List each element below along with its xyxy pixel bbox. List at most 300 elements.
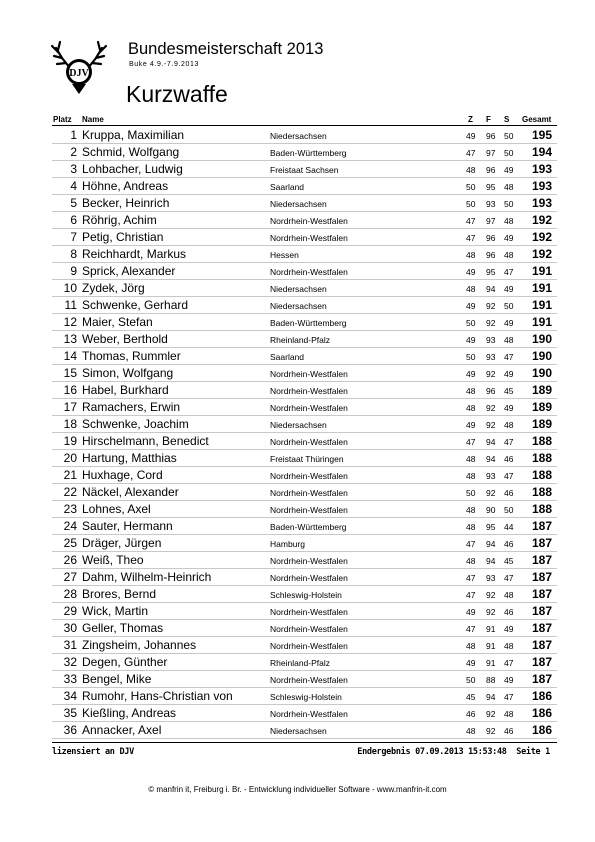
row-name: Ramachers, Erwin bbox=[82, 400, 181, 414]
row-name: Schmid, Wolfgang bbox=[82, 145, 180, 159]
row-f: 93 bbox=[486, 352, 496, 362]
row-platz: 29 bbox=[63, 604, 77, 618]
row-total: 187 bbox=[531, 638, 552, 652]
row-platz: 4 bbox=[70, 179, 77, 193]
row-total: 186 bbox=[531, 689, 552, 703]
row-name: Lohnes, Axel bbox=[82, 502, 151, 516]
row-total: 186 bbox=[531, 706, 552, 720]
row-name: Zydek, Jörg bbox=[82, 281, 145, 295]
row-platz: 25 bbox=[63, 536, 77, 550]
table-row bbox=[52, 263, 557, 280]
row-z: 50 bbox=[466, 318, 476, 328]
row-name: Hartung, Matthias bbox=[82, 451, 177, 465]
header-gesamt: Gesamt bbox=[522, 115, 552, 124]
row-f: 91 bbox=[486, 658, 496, 668]
row-platz: 22 bbox=[63, 485, 77, 499]
row-z: 47 bbox=[466, 624, 476, 634]
row-name: Bengel, Mike bbox=[82, 672, 152, 686]
row-z: 50 bbox=[466, 352, 476, 362]
row-total: 188 bbox=[531, 485, 552, 499]
row-name: Maier, Stefan bbox=[82, 315, 153, 329]
row-z: 48 bbox=[466, 522, 476, 532]
page-number: Seite 1 bbox=[516, 747, 550, 757]
row-total: 188 bbox=[531, 468, 552, 482]
table-row bbox=[52, 484, 557, 501]
software-credit: © manfrin it, Freiburg i. Br. - Entwicklung individueller Software - www.manfrin-it.com bbox=[148, 785, 447, 794]
row-f: 92 bbox=[486, 607, 496, 617]
row-state: Rheinland-Pfalz bbox=[270, 335, 331, 345]
row-f: 93 bbox=[486, 335, 496, 345]
table-row bbox=[52, 603, 557, 620]
row-name: Weiß, Theo bbox=[82, 553, 144, 567]
row-f: 91 bbox=[486, 641, 496, 651]
row-state: Freistaat Thüringen bbox=[270, 454, 344, 464]
row-z: 47 bbox=[466, 539, 476, 549]
row-total: 187 bbox=[531, 672, 552, 686]
row-total: 187 bbox=[531, 655, 552, 669]
row-s: 48 bbox=[504, 182, 514, 192]
row-platz: 5 bbox=[70, 196, 77, 210]
row-f: 94 bbox=[486, 692, 496, 702]
row-s: 46 bbox=[504, 488, 514, 498]
row-state: Nordrhein-Westfalen bbox=[270, 709, 348, 719]
row-z: 47 bbox=[466, 590, 476, 600]
djv-logo bbox=[48, 38, 110, 96]
table-row bbox=[52, 382, 557, 399]
row-z: 47 bbox=[466, 216, 476, 226]
page-title: Bundesmeisterschaft 2013 bbox=[128, 40, 324, 58]
table-row bbox=[52, 416, 557, 433]
row-s: 45 bbox=[504, 386, 514, 396]
row-state: Niedersachsen bbox=[270, 301, 327, 311]
row-total: 189 bbox=[531, 417, 552, 431]
row-z: 48 bbox=[466, 403, 476, 413]
row-f: 92 bbox=[486, 301, 496, 311]
license-note: lizensiert an DJV bbox=[52, 747, 134, 757]
row-s: 49 bbox=[504, 233, 514, 243]
row-s: 48 bbox=[504, 250, 514, 260]
row-platz: 12 bbox=[63, 315, 77, 329]
row-platz: 3 bbox=[70, 162, 77, 176]
row-z: 49 bbox=[466, 267, 476, 277]
row-state: Saarland bbox=[270, 182, 305, 192]
row-f: 88 bbox=[486, 675, 496, 685]
row-state: Freistaat Sachsen bbox=[270, 165, 339, 175]
row-name: Thomas, Rummler bbox=[82, 349, 181, 363]
row-total: 187 bbox=[531, 536, 552, 550]
table-row bbox=[52, 246, 557, 263]
row-state: Nordrhein-Westfalen bbox=[270, 556, 348, 566]
row-s: 47 bbox=[504, 573, 514, 583]
row-s: 47 bbox=[504, 267, 514, 277]
row-platz: 33 bbox=[63, 672, 77, 686]
row-f: 94 bbox=[486, 284, 496, 294]
row-platz: 26 bbox=[63, 553, 77, 567]
row-name: Sprick, Alexander bbox=[82, 264, 176, 278]
row-s: 46 bbox=[504, 726, 514, 736]
row-total: 189 bbox=[531, 400, 552, 414]
row-f: 94 bbox=[486, 437, 496, 447]
row-total: 187 bbox=[531, 621, 552, 635]
row-total: 191 bbox=[531, 264, 552, 278]
row-total: 193 bbox=[531, 162, 552, 176]
table-row bbox=[52, 518, 557, 535]
row-state: Nordrhein-Westfalen bbox=[270, 505, 348, 515]
table-row bbox=[52, 535, 557, 552]
row-state: Hessen bbox=[270, 250, 299, 260]
row-name: Rumohr, Hans-Christian von bbox=[82, 689, 233, 703]
row-name: Schwenke, Joachim bbox=[82, 417, 189, 431]
row-s: 46 bbox=[504, 454, 514, 464]
row-platz: 16 bbox=[63, 383, 77, 397]
row-name: Lohbacher, Ludwig bbox=[82, 162, 183, 176]
row-s: 48 bbox=[504, 709, 514, 719]
row-f: 97 bbox=[486, 148, 496, 158]
row-platz: 32 bbox=[63, 655, 77, 669]
row-name: Degen, Günther bbox=[82, 655, 168, 669]
row-state: Nordrhein-Westfalen bbox=[270, 233, 348, 243]
row-s: 48 bbox=[504, 420, 514, 430]
row-f: 96 bbox=[486, 131, 496, 141]
row-z: 50 bbox=[466, 182, 476, 192]
table-row bbox=[52, 671, 557, 688]
row-s: 48 bbox=[504, 335, 514, 345]
row-s: 50 bbox=[504, 505, 514, 515]
row-z: 48 bbox=[466, 284, 476, 294]
row-platz: 23 bbox=[63, 502, 77, 516]
row-total: 192 bbox=[531, 230, 552, 244]
row-f: 94 bbox=[486, 556, 496, 566]
row-name: Dräger, Jürgen bbox=[82, 536, 162, 550]
row-z: 49 bbox=[466, 369, 476, 379]
table-row bbox=[52, 501, 557, 518]
row-total: 190 bbox=[531, 332, 552, 346]
row-total: 192 bbox=[531, 213, 552, 227]
discipline-heading: Kurzwaffe bbox=[126, 81, 228, 107]
row-state: Niedersachsen bbox=[270, 284, 327, 294]
row-name: Sauter, Hermann bbox=[82, 519, 173, 533]
header-divider bbox=[52, 125, 557, 126]
row-platz: 17 bbox=[63, 400, 77, 414]
row-s: 48 bbox=[504, 590, 514, 600]
row-z: 47 bbox=[466, 148, 476, 158]
row-f: 95 bbox=[486, 522, 496, 532]
row-name: Hirschelmann, Benedict bbox=[82, 434, 209, 448]
row-s: 50 bbox=[504, 148, 514, 158]
logo-text: DJV bbox=[69, 68, 89, 79]
row-s: 46 bbox=[504, 539, 514, 549]
row-s: 49 bbox=[504, 624, 514, 634]
row-s: 49 bbox=[504, 369, 514, 379]
row-platz: 13 bbox=[63, 332, 77, 346]
table-row bbox=[52, 569, 557, 586]
row-state: Rheinland-Pfalz bbox=[270, 658, 331, 668]
table-row bbox=[52, 552, 557, 569]
table-row bbox=[52, 331, 557, 348]
row-f: 92 bbox=[486, 369, 496, 379]
table-row bbox=[52, 433, 557, 450]
row-z: 49 bbox=[466, 420, 476, 430]
results-table bbox=[52, 127, 557, 739]
row-z: 50 bbox=[466, 199, 476, 209]
row-name: Annacker, Axel bbox=[82, 723, 162, 737]
row-s: 48 bbox=[504, 641, 514, 651]
row-platz: 14 bbox=[63, 349, 77, 363]
row-platz: 27 bbox=[63, 570, 77, 584]
row-name: Wick, Martin bbox=[82, 604, 148, 618]
row-platz: 10 bbox=[63, 281, 77, 295]
row-f: 96 bbox=[486, 165, 496, 175]
row-platz: 7 bbox=[70, 230, 77, 244]
row-state: Hamburg bbox=[270, 539, 305, 549]
table-row bbox=[52, 705, 557, 722]
row-total: 194 bbox=[531, 145, 552, 159]
row-s: 49 bbox=[504, 165, 514, 175]
row-total: 187 bbox=[531, 587, 552, 601]
row-state: Nordrhein-Westfalen bbox=[270, 216, 348, 226]
row-f: 90 bbox=[486, 505, 496, 515]
row-state: Baden-Württemberg bbox=[270, 148, 347, 158]
row-s: 49 bbox=[504, 675, 514, 685]
row-f: 92 bbox=[486, 403, 496, 413]
row-total: 191 bbox=[531, 315, 552, 329]
row-s: 49 bbox=[504, 403, 514, 413]
row-name: Schwenke, Gerhard bbox=[82, 298, 189, 312]
row-f: 92 bbox=[486, 420, 496, 430]
row-f: 96 bbox=[486, 233, 496, 243]
header-name: Name bbox=[82, 115, 104, 124]
table-row bbox=[52, 722, 557, 739]
row-z: 45 bbox=[466, 692, 476, 702]
table-row bbox=[52, 399, 557, 416]
row-platz: 21 bbox=[63, 468, 77, 482]
row-s: 44 bbox=[504, 522, 514, 532]
row-name: Geller, Thomas bbox=[82, 621, 164, 635]
row-state: Niedersachsen bbox=[270, 420, 327, 430]
table-row bbox=[52, 144, 557, 161]
table-row bbox=[52, 297, 557, 314]
row-platz: 9 bbox=[70, 264, 77, 278]
row-total: 193 bbox=[531, 196, 552, 210]
row-total: 190 bbox=[531, 366, 552, 380]
table-row bbox=[52, 280, 557, 297]
row-state: Nordrhein-Westfalen bbox=[270, 624, 348, 634]
row-z: 49 bbox=[466, 301, 476, 311]
table-row bbox=[52, 348, 557, 365]
row-total: 189 bbox=[531, 383, 552, 397]
row-z: 48 bbox=[466, 505, 476, 515]
row-f: 93 bbox=[486, 199, 496, 209]
row-z: 49 bbox=[466, 131, 476, 141]
row-state: Nordrhein-Westfalen bbox=[270, 471, 348, 481]
header-platz: Platz bbox=[53, 115, 72, 124]
row-total: 192 bbox=[531, 247, 552, 261]
row-z: 48 bbox=[466, 726, 476, 736]
row-total: 195 bbox=[531, 128, 552, 142]
row-name: Brores, Bernd bbox=[82, 587, 157, 601]
row-z: 48 bbox=[466, 165, 476, 175]
row-z: 49 bbox=[466, 335, 476, 345]
row-s: 46 bbox=[504, 607, 514, 617]
row-z: 49 bbox=[466, 607, 476, 617]
row-f: 91 bbox=[486, 624, 496, 634]
row-f: 93 bbox=[486, 573, 496, 583]
row-f: 92 bbox=[486, 488, 496, 498]
row-state: Baden-Württemberg bbox=[270, 522, 347, 532]
row-name: Zingsheim, Johannes bbox=[82, 638, 197, 652]
row-name: Höhne, Andreas bbox=[82, 179, 169, 193]
row-total: 187 bbox=[531, 553, 552, 567]
table-row bbox=[52, 586, 557, 603]
table-row bbox=[52, 178, 557, 195]
row-total: 188 bbox=[531, 451, 552, 465]
row-platz: 36 bbox=[63, 723, 77, 737]
row-name: Kruppa, Maximilian bbox=[82, 128, 185, 142]
row-f: 96 bbox=[486, 386, 496, 396]
event-dates: Buke 4.9.-7.9.2013 bbox=[129, 61, 199, 68]
row-total: 191 bbox=[531, 298, 552, 312]
row-platz: 30 bbox=[63, 621, 77, 635]
row-total: 188 bbox=[531, 434, 552, 448]
row-z: 47 bbox=[466, 233, 476, 243]
row-s: 47 bbox=[504, 692, 514, 702]
row-state: Nordrhein-Westfalen bbox=[270, 641, 348, 651]
row-total: 187 bbox=[531, 570, 552, 584]
row-total: 186 bbox=[531, 723, 552, 737]
row-z: 50 bbox=[466, 675, 476, 685]
row-z: 50 bbox=[466, 488, 476, 498]
footer-divider bbox=[52, 742, 557, 743]
row-total: 187 bbox=[531, 604, 552, 618]
row-state: Nordrhein-Westfalen bbox=[270, 403, 348, 413]
row-platz: 34 bbox=[63, 689, 77, 703]
row-f: 92 bbox=[486, 726, 496, 736]
row-z: 48 bbox=[466, 454, 476, 464]
row-f: 92 bbox=[486, 318, 496, 328]
row-z: 47 bbox=[466, 437, 476, 447]
row-f: 95 bbox=[486, 267, 496, 277]
row-s: 50 bbox=[504, 199, 514, 209]
row-platz: 11 bbox=[64, 298, 77, 312]
row-platz: 35 bbox=[63, 706, 77, 720]
row-f: 92 bbox=[486, 590, 496, 600]
row-name: Simon, Wolfgang bbox=[82, 366, 174, 380]
row-s: 49 bbox=[504, 284, 514, 294]
row-total: 188 bbox=[531, 502, 552, 516]
row-state: Baden-Württemberg bbox=[270, 318, 347, 328]
row-z: 48 bbox=[466, 250, 476, 260]
row-total: 187 bbox=[531, 519, 552, 533]
row-platz: 24 bbox=[63, 519, 77, 533]
row-state: Nordrhein-Westfalen bbox=[270, 488, 348, 498]
row-state: Nordrhein-Westfalen bbox=[270, 607, 348, 617]
row-f: 97 bbox=[486, 216, 496, 226]
row-state: Niedersachsen bbox=[270, 199, 327, 209]
row-s: 50 bbox=[504, 301, 514, 311]
row-s: 48 bbox=[504, 216, 514, 226]
row-s: 45 bbox=[504, 556, 514, 566]
row-platz: 19 bbox=[63, 434, 77, 448]
row-f: 93 bbox=[486, 471, 496, 481]
row-state: Schleswig-Holstein bbox=[270, 692, 342, 702]
row-state: Nordrhein-Westfalen bbox=[270, 386, 348, 396]
row-name: Petig, Christian bbox=[82, 230, 164, 244]
row-z: 48 bbox=[466, 556, 476, 566]
result-info bbox=[357, 747, 550, 757]
row-z: 49 bbox=[466, 658, 476, 668]
row-s: 47 bbox=[504, 437, 514, 447]
row-platz: 6 bbox=[70, 213, 77, 227]
table-row bbox=[52, 654, 557, 671]
table-row bbox=[52, 161, 557, 178]
header-s: S bbox=[504, 115, 510, 124]
table-row bbox=[52, 637, 557, 654]
table-row bbox=[52, 212, 557, 229]
row-name: Reichhardt, Markus bbox=[82, 247, 187, 261]
row-platz: 18 bbox=[63, 417, 77, 431]
table-row bbox=[52, 365, 557, 382]
row-s: 47 bbox=[504, 658, 514, 668]
row-f: 95 bbox=[486, 182, 496, 192]
result-timestamp: Endergebnis 07.09.2013 15:53:48 bbox=[357, 747, 507, 757]
row-s: 50 bbox=[504, 131, 514, 141]
row-s: 47 bbox=[504, 352, 514, 362]
row-z: 46 bbox=[466, 709, 476, 719]
row-state: Niedersachsen bbox=[270, 726, 327, 736]
table-row bbox=[52, 229, 557, 246]
row-z: 48 bbox=[466, 641, 476, 651]
row-z: 48 bbox=[466, 471, 476, 481]
row-platz: 1 bbox=[70, 128, 77, 142]
row-platz: 8 bbox=[70, 247, 77, 261]
header-z: Z bbox=[468, 115, 473, 124]
row-z: 48 bbox=[466, 386, 476, 396]
row-name: Röhrig, Achim bbox=[82, 213, 157, 227]
row-name: Becker, Heinrich bbox=[82, 196, 170, 210]
header-f: F bbox=[486, 115, 491, 124]
row-state: Schleswig-Holstein bbox=[270, 590, 342, 600]
row-f: 92 bbox=[486, 709, 496, 719]
row-state: Nordrhein-Westfalen bbox=[270, 437, 348, 447]
row-total: 191 bbox=[531, 281, 552, 295]
row-f: 94 bbox=[486, 454, 496, 464]
row-platz: 2 bbox=[70, 145, 77, 159]
row-f: 96 bbox=[486, 250, 496, 260]
table-row bbox=[52, 314, 557, 331]
table-row bbox=[52, 467, 557, 484]
row-name: Habel, Burkhard bbox=[82, 383, 169, 397]
table-row bbox=[52, 450, 557, 467]
row-state: Nordrhein-Westfalen bbox=[270, 573, 348, 583]
table-row bbox=[52, 688, 557, 705]
row-platz: 15 bbox=[63, 366, 77, 380]
row-platz: 31 bbox=[63, 638, 77, 652]
row-platz: 20 bbox=[63, 451, 77, 465]
row-name: Huxhage, Cord bbox=[82, 468, 163, 482]
row-state: Saarland bbox=[270, 352, 305, 362]
table-row bbox=[52, 620, 557, 637]
row-total: 193 bbox=[531, 179, 552, 193]
row-s: 49 bbox=[504, 318, 514, 328]
row-total: 190 bbox=[531, 349, 552, 363]
row-z: 47 bbox=[466, 573, 476, 583]
row-state: Nordrhein-Westfalen bbox=[270, 675, 348, 685]
table-row bbox=[52, 195, 557, 212]
row-f: 94 bbox=[486, 539, 496, 549]
row-state: Nordrhein-Westfalen bbox=[270, 267, 348, 277]
row-platz: 28 bbox=[63, 587, 77, 601]
row-s: 47 bbox=[504, 471, 514, 481]
